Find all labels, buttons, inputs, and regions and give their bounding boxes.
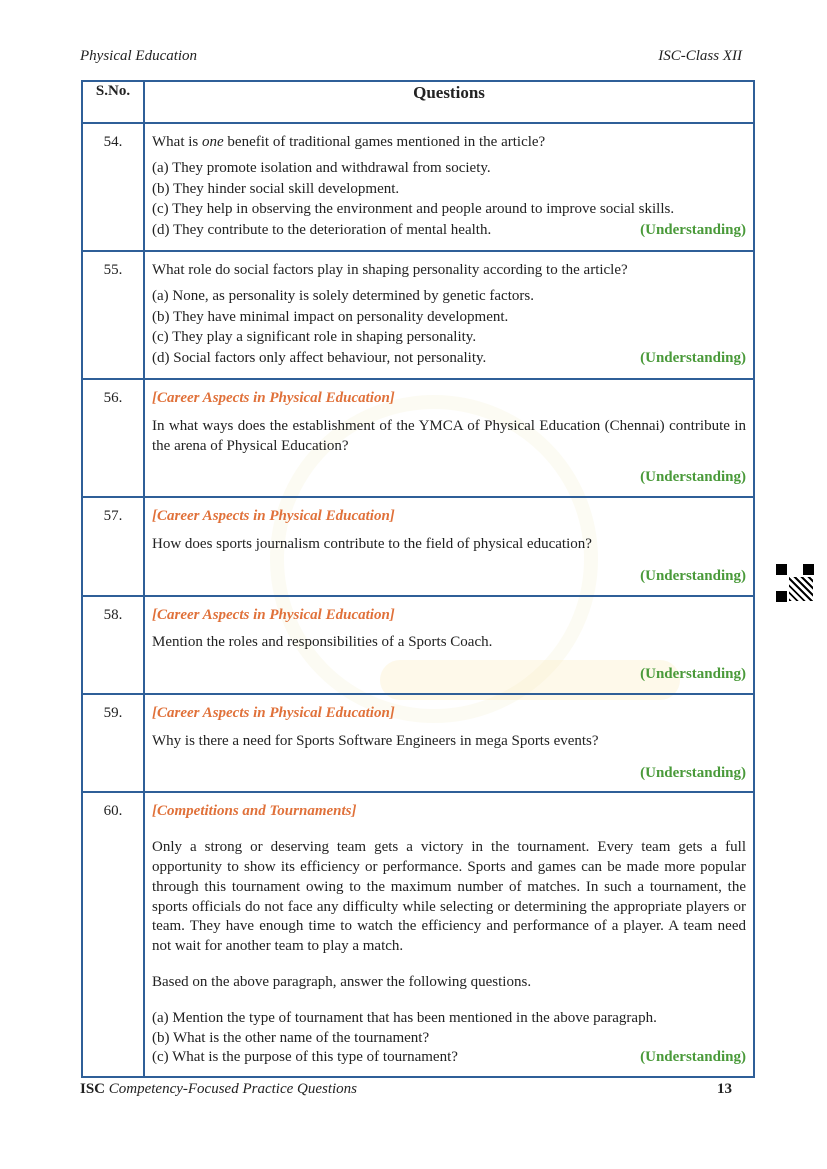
running-header — [80, 48, 742, 65]
cognitive-level: (Understanding) — [640, 1049, 746, 1066]
topic-label: [Career Aspects in Physical Education] — [152, 704, 395, 721]
cognitive-level: (Understanding) — [640, 350, 746, 367]
question-number: 57. — [82, 497, 144, 595]
question-text: In what ways does the establishment of the YMCA of Physical Education (Chennai) contribute in the arena of Physical Education? — [152, 417, 746, 454]
subquestion-a: (a) Mention the type of tournament that has been mentioned in the above paragraph. — [152, 1009, 657, 1026]
question-cell — [144, 123, 754, 251]
question-cell — [144, 251, 754, 379]
table-row — [82, 792, 754, 1077]
question-text: Mention the roles and responsibilities of a Sports Coach. — [152, 634, 493, 651]
question-cell — [144, 596, 754, 694]
option-d: (d) Social factors only affect behaviour, not personality. — [152, 350, 487, 367]
page-footer — [80, 1081, 732, 1098]
case-paragraph: Only a strong or deserving team gets a victory in the tournament. Every team gets a full opportunity to show its efficiency or performance. Sports and games can be made more popular through this tournament owing to the maximum number of matches. In such a tournament, the sports officials do not face any difficulty while selecting or determining the appropriate players or team. They have enough time to watch the efficiency and performance of a player. A team need not wait for another team to play a match. — [152, 839, 746, 955]
subquestion-c: (c) What is the purpose of this type of tournament? — [152, 1049, 458, 1066]
question-number: 58. — [82, 596, 144, 694]
topic-label: [Career Aspects in Physical Education] — [152, 508, 395, 525]
table-row — [82, 379, 754, 497]
instruction-text: Based on the above paragraph, answer the following questions. — [152, 973, 532, 990]
option-a: (a) None, as personality is solely determined by genetic factors. — [152, 287, 534, 304]
question-number: 54. — [82, 123, 144, 251]
table-row — [82, 251, 754, 379]
topic-label: [Career Aspects in Physical Education] — [152, 389, 395, 406]
option-a: (a) They promote isolation and withdrawal from society. — [152, 159, 491, 176]
topic-label: [Career Aspects in Physical Education] — [152, 606, 395, 623]
option-b: (b) They have minimal impact on personality development. — [152, 308, 509, 325]
option-c: (c) They help in observing the environment and people around to improve social skills. — [152, 201, 675, 218]
table-header-row — [82, 81, 754, 123]
option-b: (b) They hinder social skill development. — [152, 180, 400, 197]
cognitive-level: (Understanding) — [640, 764, 746, 781]
page-number: 13 — [717, 1081, 732, 1097]
option-d: (d) They contribute to the deterioration of mental health. — [152, 222, 492, 239]
question-stem: What is one benefit of traditional games mentioned in the article? — [152, 134, 546, 150]
cognitive-level: (Understanding) — [640, 469, 746, 486]
cognitive-level: (Understanding) — [640, 222, 746, 239]
question-text: How does sports journalism contribute to the field of physical education? — [152, 535, 592, 552]
footer-subtitle: Competency-Focused Practice Questions — [108, 1081, 358, 1097]
footer-brand: ISC — [80, 1081, 106, 1097]
question-cell — [144, 497, 754, 595]
question-text: Why is there a need for Sports Software Engineers in mega Sports events? — [152, 732, 599, 749]
question-cell — [144, 694, 754, 792]
table-row — [82, 596, 754, 694]
cognitive-level: (Understanding) — [640, 567, 746, 584]
question-number: 55. — [82, 251, 144, 379]
column-header-sno: S.No. — [82, 81, 144, 123]
questions-table — [81, 80, 755, 1078]
table-row — [82, 497, 754, 595]
qr-code-icon[interactable] — [776, 564, 814, 602]
cognitive-level: (Understanding) — [640, 666, 746, 683]
table-row — [82, 694, 754, 792]
question-number: 60. — [82, 792, 144, 1077]
topic-label: [Competitions and Tournaments] — [152, 803, 357, 820]
question-number: 59. — [82, 694, 144, 792]
column-header-questions: Questions — [144, 81, 754, 123]
question-cell — [144, 792, 754, 1077]
header-class: ISC-Class XII — [658, 48, 742, 64]
question-stem: What role do social factors play in shaping personality according to the article? — [152, 261, 628, 278]
subquestion-b: (b) What is the other name of the tournament? — [152, 1029, 430, 1046]
header-subject: Physical Education — [80, 48, 198, 64]
question-cell — [144, 379, 754, 497]
option-c: (c) They play a significant role in shaping personality. — [152, 329, 477, 346]
table-row — [82, 123, 754, 251]
question-number: 56. — [82, 379, 144, 497]
